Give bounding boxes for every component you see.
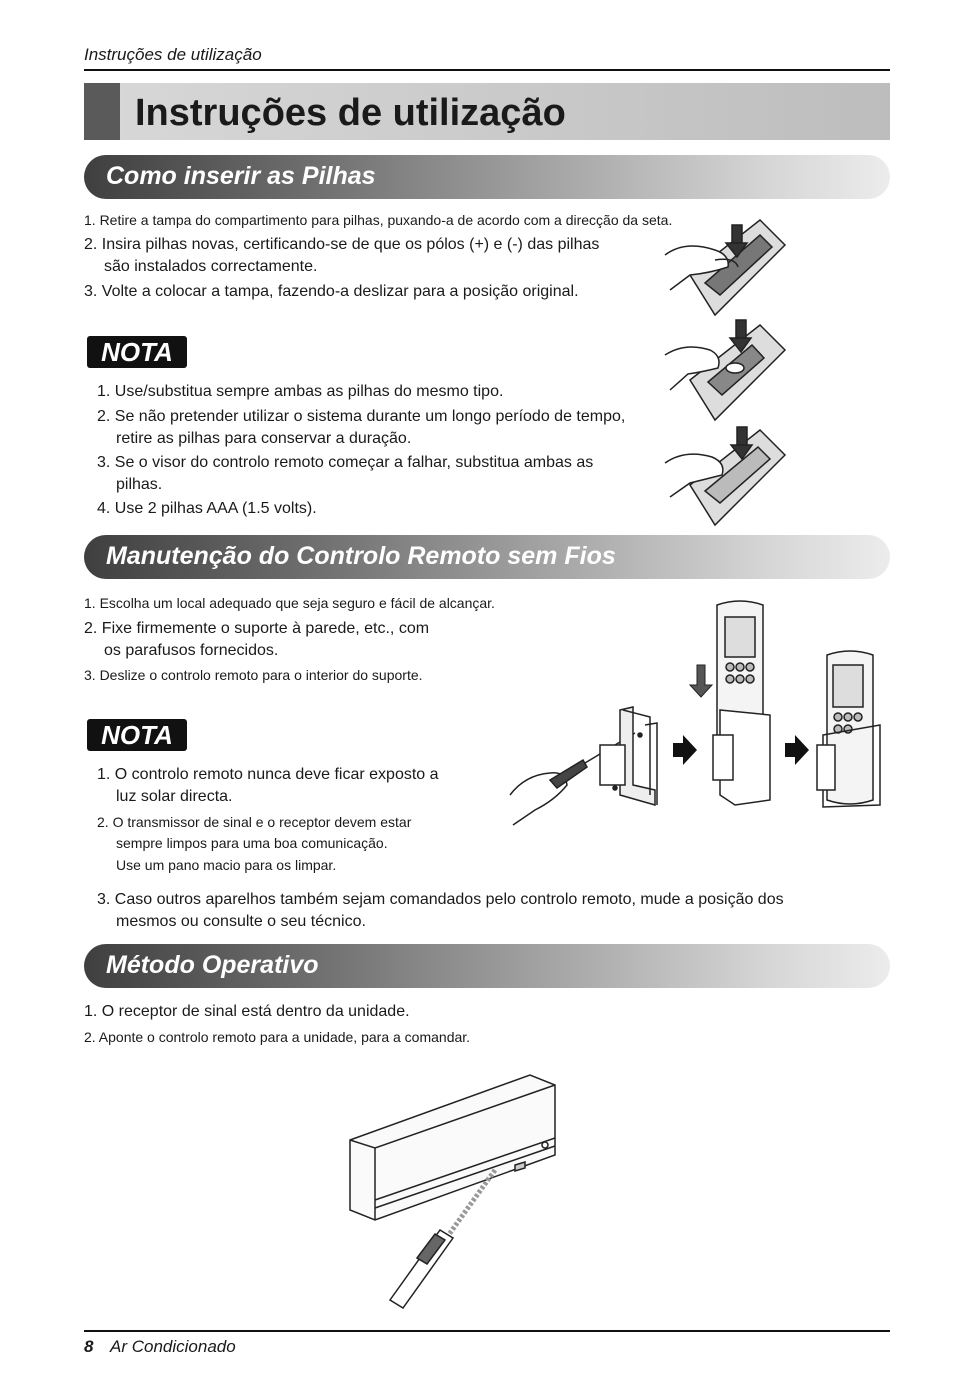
manutencao-note-1-cont: luz solar directa.	[116, 788, 233, 805]
manutencao-note-3: 3. Caso outros aparelhos também sejam comandados pelo controlo remoto, mude a posição dos	[97, 891, 784, 908]
pilhas-note-4: 4. Use 2 pilhas AAA (1.5 volts).	[97, 500, 317, 517]
arrow-down	[690, 665, 712, 697]
remote-control-drawing	[390, 1230, 453, 1308]
battery-insert-illustration	[660, 215, 790, 525]
manutencao-note-3-cont: mesmos ou consulte o seu técnico.	[116, 913, 366, 930]
indoor-unit-illustration	[345, 1070, 565, 1310]
manutencao-note-2-cont2: Use um pano macio para os limpar.	[116, 857, 337, 873]
footer-page-number: 8	[84, 1337, 94, 1356]
remote-in-holder-drawing	[817, 651, 880, 807]
nota-badge-pilhas: NOTA	[87, 336, 187, 368]
running-header: Instruções de utilização	[84, 45, 262, 64]
pilhas-note-1: 1. Use/substitua sempre ambas as pilhas do mesmo tipo.	[97, 383, 504, 400]
header-rule	[84, 69, 890, 71]
pilhas-step-3: 3. Volte a colocar a tampa, fazendo-a deslizar para a posição original.	[84, 283, 579, 300]
manutencao-step-1: 1. Escolha um local adequado que seja seguro e fácil de alcançar.	[84, 595, 495, 611]
section-title-pilhas: Como inserir as Pilhas	[106, 162, 376, 190]
arrow-right-2	[785, 735, 809, 765]
remote-sliding-drawing	[713, 601, 770, 805]
section-title-metodo: Método Operativo	[106, 951, 319, 979]
air-conditioner-unit-drawing	[350, 1075, 555, 1220]
remote-holder-illustration	[505, 595, 890, 830]
battery-step-2-drawing	[665, 320, 785, 420]
manutencao-note-2: 2. O transmissor de sinal e o receptor devem estar	[97, 814, 412, 830]
footer-rule	[84, 1330, 890, 1332]
title-accent-block	[84, 83, 120, 140]
wall-holder-drawing	[600, 707, 657, 805]
pilhas-step-1: 1. Retire a tampa do compartimento para pilhas, puxando-a de acordo com a direcção da seta.	[84, 212, 673, 228]
battery-step-1-drawing	[665, 220, 785, 315]
arrow-right-1	[673, 735, 697, 765]
pilhas-step-2: 2. Insira pilhas novas, certificando-se de que os pólos (+) e (-) das pilhas	[84, 236, 600, 253]
battery-step-3-drawing	[665, 427, 785, 525]
metodo-step-1: 1. O receptor de sinal está dentro da unidade.	[84, 1003, 410, 1020]
manutencao-step-3: 3. Deslize o controlo remoto para o interior do suporte.	[84, 667, 423, 683]
nota-badge-manutencao: NOTA	[87, 719, 187, 751]
pilhas-note-3-cont: pilhas.	[116, 476, 163, 493]
metodo-step-2: 2. Aponte o controlo remoto para a unidade, para a comandar.	[84, 1029, 471, 1045]
pilhas-note-3: 3. Se o visor do controlo remoto começar a falhar, substitua ambas as	[97, 454, 594, 471]
section-title-manutencao: Manutenção do Controlo Remoto sem Fios	[106, 542, 616, 570]
page-title: Instruções de utilização	[135, 92, 566, 134]
manutencao-step-2-cont: os parafusos fornecidos.	[104, 642, 279, 659]
pilhas-note-2-cont: retire as pilhas para conservar a duração.	[116, 430, 412, 447]
manutencao-note-1: 1. O controlo remoto nunca deve ficar exposto a	[97, 766, 439, 783]
pilhas-step-2-cont: são instalados correctamente.	[104, 258, 318, 275]
pilhas-note-2: 2. Se não pretender utilizar o sistema durante um longo período de tempo,	[97, 408, 626, 425]
manutencao-note-2-cont: sempre limpos para uma boa comunicação.	[116, 835, 388, 851]
footer-text: Ar Condicionado	[110, 1337, 236, 1356]
manutencao-step-2: 2. Fixe firmemente o suporte à parede, etc., com	[84, 620, 430, 637]
